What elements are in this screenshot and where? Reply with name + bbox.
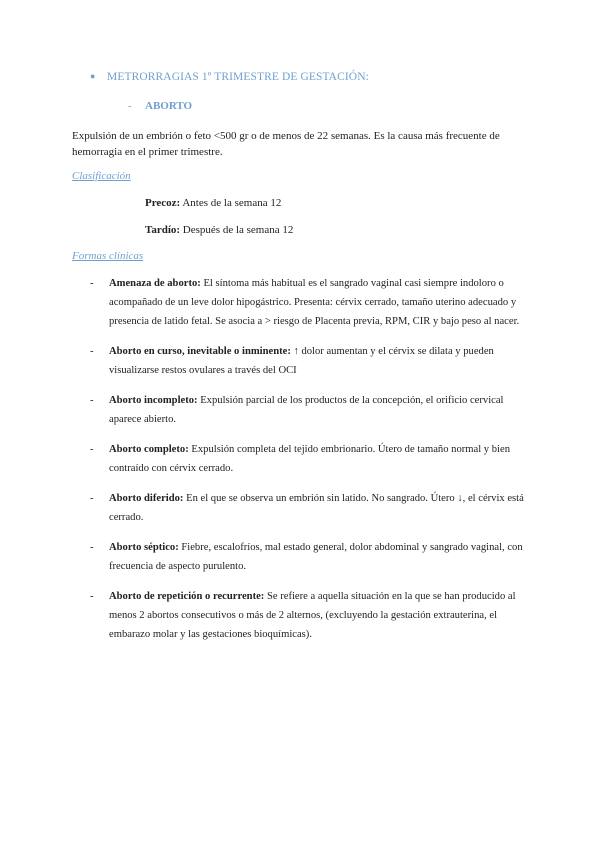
dash-marker: -	[90, 493, 94, 504]
intro-paragraph: Expulsión de un embrión o feto <500 gr o de menos de 22 semanas. Es la causa más frecuente de hemorragia en el primer trimestre.	[72, 130, 500, 158]
dash-marker: -	[128, 100, 132, 112]
clasificacion-item-tardio	[145, 224, 293, 236]
desc: Se refiere a aquella situación en la que se han producido al menos 2 abortos consecutivos o más de 2 alternos, (excluyendo la gestación extrauterina, el embarazo molar y las gestaciones bioquímicas).	[109, 591, 516, 640]
list-item	[90, 274, 530, 331]
term: Aborto diferido:	[109, 493, 184, 504]
desc: Antes de la semana 12	[180, 197, 282, 209]
list-item	[90, 489, 530, 527]
term: Amenaza de aborto:	[109, 278, 201, 289]
desc: Expulsión parcial de los productos de la concepción, el orificio cervical aparece abierto.	[109, 395, 504, 425]
term: Precoz:	[145, 197, 181, 209]
list-item	[90, 440, 530, 478]
list-item	[90, 538, 530, 576]
desc: En el que se observa un embrión sin latido. No sangrado. Útero ↓, el cérvix está cerrado.	[109, 493, 524, 523]
clasificacion-title: Clasificación	[72, 170, 131, 182]
desc: El síntoma más habitual es el sangrado vaginal casi siempre indoloro o acompañado de un leve dolor hipogástrico. Presenta: cérvix cerrado, tamaño uterino adecuado y presencia de latido fetal. Se asocia a > riesgo de Placenta previa, RPM, CIR y bajo peso al nacer.	[109, 278, 520, 327]
dash-marker: -	[90, 346, 94, 357]
desc: ↑ dolor aumentan y el cérvix se dilata y pueden visualizarse restos ovulares a través del OCI	[109, 346, 494, 376]
desc: Expulsión completa del tejido embrionario. Útero de tamaño normal y bien contraído con cérvix cerrado.	[109, 444, 510, 474]
term: Aborto completo:	[109, 444, 189, 455]
term: Aborto de repetición o recurrente:	[109, 591, 265, 602]
list-item	[90, 342, 530, 380]
dash-marker: -	[90, 542, 94, 553]
dash-marker: -	[90, 444, 94, 455]
formas-clinicas-list	[90, 274, 530, 655]
dash-marker: -	[90, 278, 94, 289]
term: Aborto séptico:	[109, 542, 179, 553]
clasificacion-item-precoz	[145, 197, 281, 209]
term: Aborto incompleto:	[109, 395, 198, 406]
bullet-icon: ●	[90, 71, 96, 81]
term: Aborto en curso, inevitable o inminente:	[109, 346, 291, 357]
dash-marker: -	[90, 591, 94, 602]
term: Tardío:	[145, 224, 181, 236]
desc: Fiebre, escalofríos, mal estado general, dolor abdominal y sangrado vaginal, con frecuencia de aspecto purulento.	[109, 542, 523, 572]
list-item	[90, 391, 530, 429]
heading-text: METRORRAGIAS 1º TRIMESTRE DE GESTACIÓN:	[107, 71, 369, 83]
desc: Después de la semana 12	[180, 224, 294, 236]
formas-clinicas-title: Formas clínicas	[72, 250, 144, 262]
list-item	[90, 587, 530, 644]
subheading-text: ABORTO	[145, 100, 193, 112]
dash-marker: -	[90, 395, 94, 406]
